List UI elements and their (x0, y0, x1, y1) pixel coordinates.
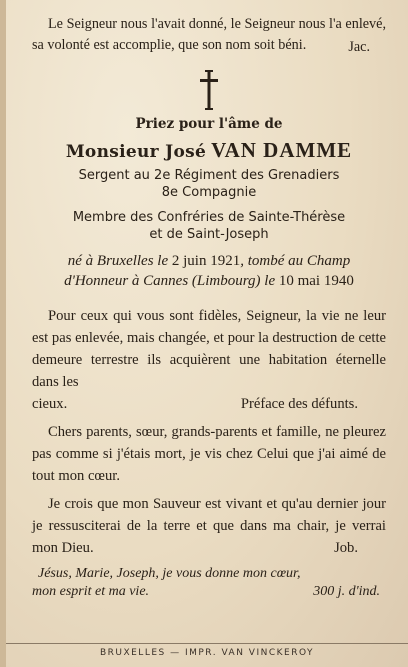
birth-text-b: , tombé au Champ (240, 253, 351, 269)
paragraph-family: Chers parents, sœur, grands-parents et famille, ne pleurez pas comme si j'étais mort, je vis chez Celui que j'ai aimé de tout mon cœur. (32, 424, 386, 484)
indulgence-note: 300 j. d'ind. (313, 584, 380, 599)
paragraph-job: Je crois que mon Sauveur est vivant et qu'au dernier jour je ressusciterai de la terre et que dans ma chair, je verrai mon Dieu. (32, 496, 386, 556)
deceased-surname: VAN DAMME (211, 138, 353, 162)
deceased-name (32, 138, 386, 163)
quote-source: Jac. (348, 39, 370, 55)
printer-footer: BRUXELLES — IMPR. VAN VINCKEROY (6, 643, 408, 667)
opening-quote: Le Seigneur nous l'avait donné, le Seigneur nous l'a enlevé, sa volonté est accomplie, que son nom soit béni. (32, 16, 386, 53)
prayer-header: Priez pour l'âme de (135, 116, 283, 132)
birth-date: 2 juin 1921 (171, 253, 241, 269)
paragraph-preface-end: cieux. (32, 396, 68, 412)
closing-prayer-row (32, 583, 386, 601)
closing-prayer-line2: mon esprit et ma vie. (32, 584, 150, 599)
birth-death-info (32, 251, 386, 291)
preface-source: Préface des défunts. (240, 396, 358, 412)
cross-icon (198, 70, 220, 110)
paragraph-preface: Pour ceux qui vous sont fidèles, Seigneur, la vie ne leur est pas enlevée, mais changée, et pour la destruction de cette demeure terrestre ils acquièrent une habitation éternelle dans les (32, 308, 386, 390)
membership-line-2: et de Saint-Joseph (149, 227, 269, 242)
job-source: Job. (334, 540, 358, 556)
death-date: 10 mai 1940 (278, 273, 354, 289)
preface-source-row (32, 393, 386, 415)
closing-prayer-line1: Jésus, Marie, Joseph, je vous donne mon cœur, (38, 566, 301, 581)
death-text-a: d'Honneur à Cannes (Limbourg) le (64, 273, 276, 289)
membership-line-1: Membre des Confréries de Sainte-Thérèse (72, 210, 346, 225)
birth-text-a: né à Bruxelles le (67, 253, 169, 269)
company-line: 8e Compagnie (161, 185, 257, 200)
deceased-title: Monsieur José (65, 142, 207, 162)
rank-line: Sergent au 2e Régiment des Grenadiers (78, 168, 340, 183)
